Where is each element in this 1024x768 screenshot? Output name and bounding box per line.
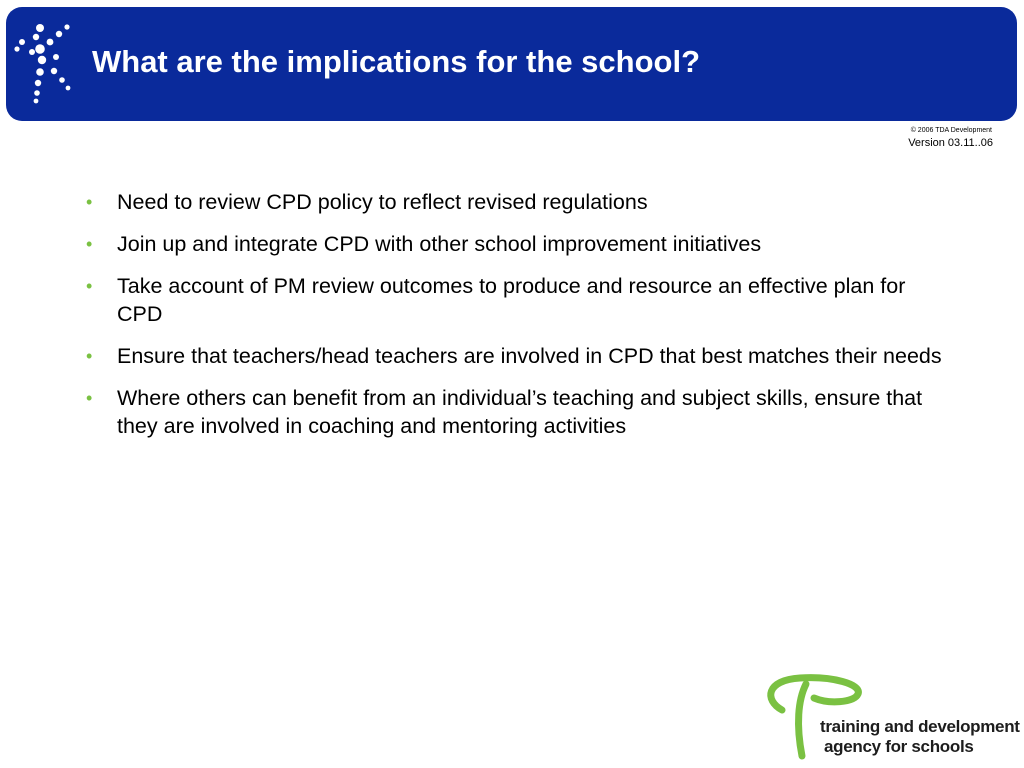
bullet-text: Need to review CPD policy to reflect revised regulations [117, 190, 648, 214]
version-text: Version 03.11..06 [908, 137, 993, 149]
bullet-text: Join up and integrate CPD with other school improvement initiatives [117, 232, 762, 256]
bullet-text: Where others can benefit from an individual’s teaching and subject skills, ensure that they are involved in coaching and mentoring activities [117, 386, 923, 438]
slide-title: What are the implications for the school? [92, 44, 701, 79]
copyright-text: © 2006 TDA Development [910, 127, 992, 134]
bullet-icon: • [86, 234, 93, 254]
bullet-icon: • [86, 388, 93, 408]
bullet-icon: • [86, 192, 93, 212]
bullet-text: Ensure that teachers/head teachers are involved in CPD that best matches their needs [117, 344, 942, 368]
bullet-item [86, 342, 946, 370]
bullet-list [86, 188, 946, 454]
bullet-text: Take account of PM review outcomes to produce and resource an effective plan for CPD [117, 274, 906, 326]
bullet-item [86, 272, 946, 328]
bullet-icon: • [86, 276, 93, 296]
tda-logo [762, 670, 1020, 762]
bullet-icon: • [86, 346, 93, 366]
bullet-item [86, 188, 946, 216]
bullet-item [86, 230, 946, 258]
star-figure-icon [14, 22, 74, 106]
org-name-line1: training and development [820, 717, 1020, 736]
org-name-line2: agency for schools [824, 737, 974, 756]
bullet-item [86, 384, 946, 440]
